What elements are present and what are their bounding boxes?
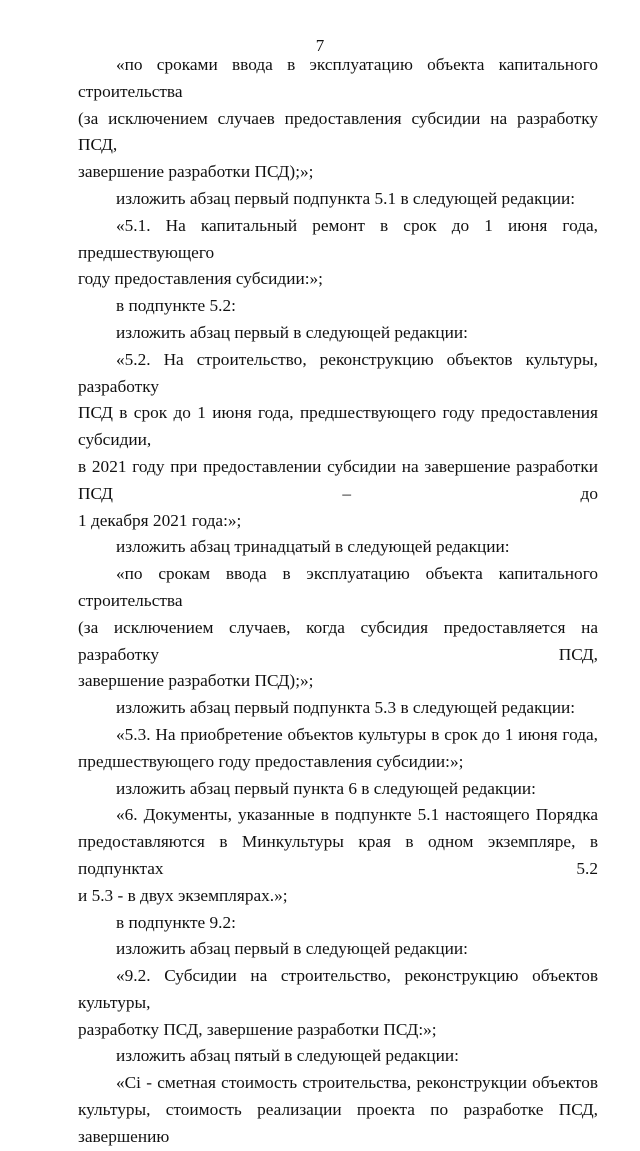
text-line: «5.1. На капитальный ремонт в срок до 1 июня года, предшествующего [78, 215, 598, 262]
text-line: году предоставления субсидии:»; [78, 269, 323, 289]
text-line: завершение разработки ПСД);»; [78, 162, 314, 182]
text-line: изложить абзац первый подпункта 5.3 в следующей редакции: [116, 698, 576, 718]
text-line: завершение разработки ПСД);»; [78, 671, 314, 691]
text-line: и 5.3 - в двух экземплярах.»; [78, 885, 288, 905]
text-line: изложить абзац тринадцатый в следующей редакции: [116, 537, 510, 557]
text-line: культуры, стоимость реализации проекта по разработке ПСД, завершению [78, 1100, 598, 1146]
text-line: изложить абзац пятый в следующей редакции: [116, 1046, 459, 1066]
text-line: «6. Документы, указанные в подпункте 5.1 настоящего Порядка [116, 805, 598, 825]
text-line: «9.2. Субсидии на строительство, реконструкцию объектов культуры, [78, 966, 598, 1012]
text-line: ПСД в срок до 1 июня года, предшествующего году предоставления субсидии, [78, 403, 598, 450]
text-line: 1 декабря 2021 года:»; [78, 510, 242, 530]
text-line: в подпункте 5.2: [116, 296, 236, 316]
text-line: разработку ПСД, завершение разработки ПСД:»; [78, 1019, 437, 1039]
text-line: предшествующего году предоставления субсидии:»; [78, 751, 464, 771]
text-line: изложить абзац первый в следующей редакции: [116, 939, 468, 959]
text-line: в 2021 году при предоставлении субсидии на завершение разработки ПСД – до [78, 456, 598, 503]
text-line: «по срокам ввода в эксплуатацию объекта капитального строительства [78, 564, 598, 610]
text-line: «Ci - сметная стоимость строительства, реконструкции объектов [116, 1073, 598, 1093]
text-line: (за исключением случаев, когда субсидия предоставляется на разработку ПСД, [78, 617, 598, 664]
text-line: изложить абзац первый подпункта 5.1 в следующей редакции: [116, 188, 576, 208]
text-line: «5.3. На приобретение объектов культуры в срок до 1 июня года, [116, 724, 598, 744]
text-line: в подпункте 9.2: [116, 912, 236, 932]
document-body [78, 52, 598, 1151]
text-line: изложить абзац первый в следующей редакции: [116, 322, 468, 342]
text-line: предоставляются в Минкультуры края в одном экземпляре, в подпунктах 5.2 [78, 832, 598, 878]
text-line: изложить абзац первый пункта 6 в следующей редакции: [116, 778, 536, 798]
page-number: 7 [315, 36, 325, 55]
text-line: «по сроками ввода в эксплуатацию объекта капитального строительства [78, 55, 598, 101]
text-line: «5.2. На строительство, реконструкцию объектов культуры, разработку [78, 349, 598, 396]
text-line: (за исключением случаев предоставления субсидии на разработку ПСД, [78, 108, 598, 155]
